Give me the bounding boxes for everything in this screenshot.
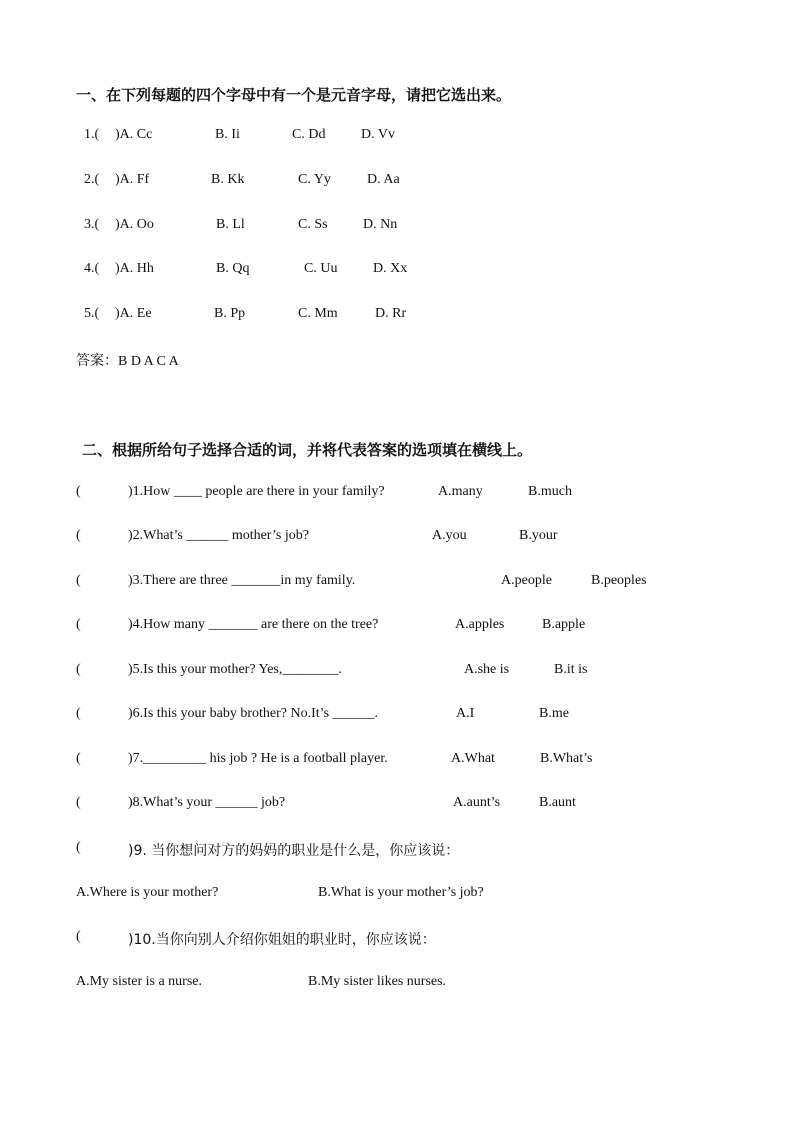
- s1-question-3: 3.( )A. Oo B. Ll C. Ss D. Nn: [84, 217, 398, 232]
- s2-question-6: ( )6.Is this your baby brother? No.It’s ______. A.I B.me: [76, 706, 569, 721]
- s2-question-4: ( )4.How many _______ are there on the tree? A.apples B.apple: [76, 617, 586, 632]
- s1-question-4: 4.( )A. Hh B. Qq C. Uu D. Xx: [84, 261, 408, 276]
- s2-question-3: ( )3.There are three _______in my family. A.people B.peoples: [76, 573, 647, 588]
- s2-question-10-options: A.My sister is a nurse. B.My sister likes nurses.: [76, 974, 447, 989]
- s1-question-5: 5.( )A. Ee B. Pp C. Mm D. Rr: [84, 306, 407, 321]
- s2-question-5: ( )5.Is this your mother? Yes,________. A.she is B.it is: [76, 662, 588, 677]
- s2-question-8: ( )8.What’s your ______ job? A.aunt’s B.aunt: [76, 795, 576, 810]
- s2-question-9-options: A.Where is your mother? B.What is your mother’s job?: [76, 885, 484, 900]
- answer-label: 答案：: [76, 353, 118, 369]
- s2-question-9: ( )9. 当你想问对方的妈妈的职业是什么是，你应该说：: [76, 840, 460, 859]
- s2-question-7: ( )7._________ his job ? He is a football player. A.What B.What’s: [76, 751, 593, 766]
- s2-question-10: ( )10.当你向别人介绍你姐姐的职业时，你应该说：: [76, 929, 436, 948]
- s2-question-2: ( )2.What’s ______ mother’s job? A.you B.your: [76, 528, 558, 543]
- answer-value: B D A C A: [118, 354, 179, 369]
- section2-title: 二、根据所给句子选择合适的词，并将代表答案的选项填在横线上。: [82, 441, 533, 459]
- s2-question-1: ( )1.How ____ people are there in your family? A.many B.much: [76, 484, 572, 499]
- section1-title: 一、在下列每题的四个字母中有一个是元音字母，请把它选出来。: [76, 86, 512, 104]
- section1-answer: [76, 350, 179, 370]
- s1-question-1: 1.( )A. Cc B. Ii C. Dd D. Vv: [84, 127, 395, 142]
- s1-question-2: 2.( )A. Ff B. Kk C. Yy D. Aa: [84, 172, 400, 187]
